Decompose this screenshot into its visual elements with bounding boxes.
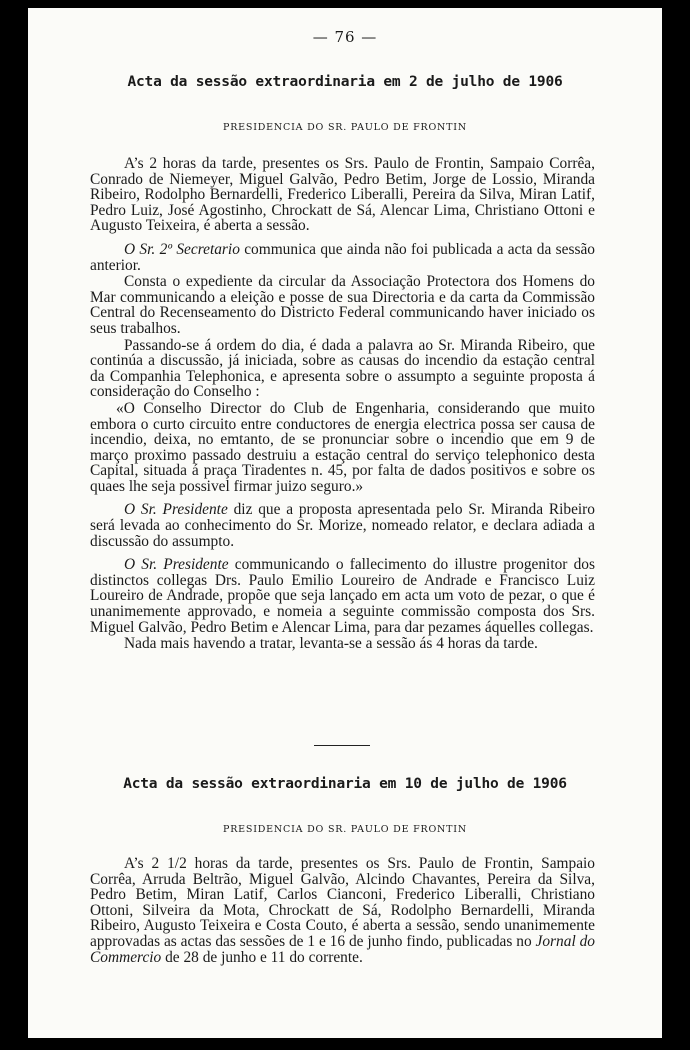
page-number: — 76 — xyxy=(312,28,378,46)
meeting-2-body xyxy=(90,856,595,973)
proposal-quote: «O Conselho Director do Club de Engenharia, considerando que muito embora o curto circuito entre conductores de energia electrica possa ser causa de incendio, deixa, no emtanto, de se pronunciar sobre o incendio que em 9 de março proximo passado destruiu a estação central do serviço telephonico desta Capital, situada á praça Tiradentes n. 45, por falta de dados positivos e sobre os quaes lhe seja possivel firmar juizo seguro.» xyxy=(90,399,595,495)
journal-name: Jornal do Commercio xyxy=(90,932,595,966)
meeting-1-body xyxy=(90,156,595,660)
correspondence-paragraph: Consta o expediente da circular da Associação Protectora dos Homens do Mar communicando a eleição e posse de sua Directoria e da carta da Commissão Central do Recenseamento do Districto Federal communicando haver iniciado os seus trabalhos. xyxy=(90,273,595,337)
meeting-1-title: Acta da sessão extraordinaria em 2 de julho de 1906 xyxy=(127,74,563,90)
attendance-paragraph: A’s 2 1/2 horas da tarde, presentes os Srs. Paulo de Frontin, Sampaio Corrêa, Arruda Beltrão, Miguel Galvão, Alcindo Chavantes, Pereira da Silva, Pedro Betim, Miran Latif, Carlos Cianconi, Frederico Liberalli, Christiano Ottoni, Silveira da Mota, Chrockatt de Sá, Rodolpho Bernardelli, Miranda Ribeiro, Augusto Teixeira e Costa Couto, é aberta a sessão, sendo unanimemente approvadas as actas das sessões de 1 e 16 de junho findo, publicadas no Jornal do Commercio de 28 de junho e 11 do corrente. xyxy=(90,855,595,966)
president-paragraph-2: O Sr. Presidente communicando o fallecimento do illustre progenitor dos distinctos collegas Drs. Paulo Emilio Loureiro de Andrade e Francisco Luiz Loureiro de Andrade, propõe que seja lançado em acta um voto de pezar, o que é unanimemente approvado, e nomeia a seguinte commissão composta dos Srs. Miguel Galvão, Pedro Betim e Alencar Lima, para dar pezames áquelles collegas. xyxy=(90,556,595,636)
closing-paragraph: Nada mais havendo a tratar, levanta-se a sessão ás 4 horas da tarde. xyxy=(124,635,538,653)
meeting-1-presidency: PRESIDENCIA DO SR. PAULO DE FRONTIN xyxy=(223,122,467,133)
speaker-name: O Sr. Presidente xyxy=(124,501,228,519)
speaker-name: O Sr. Presidente xyxy=(124,556,229,574)
secretary-paragraph: O Sr. 2º Secretario communica que ainda não foi publicada a acta da sessão anterior. xyxy=(90,240,595,274)
meeting-2-presidency: PRESIDENCIA DO SR. PAULO DE FRONTIN xyxy=(223,824,467,835)
meeting-2-title: Acta da sessão extraordinaria em 10 de julho de 1906 xyxy=(123,776,567,792)
speaker-name: O Sr. 2º Secretario xyxy=(124,240,240,258)
attendance-paragraph: A’s 2 horas da tarde, presentes os Srs. Paulo de Frontin, Sampaio Corrêa, Conrado de Niemeyer, Miguel Galvão, Pedro Betim, Jorge de Lossio, Miranda Ribeiro, Rodolpho Bernardelli, Frederico Liberalli, Pereira da Silva, Miran Latif, Pedro Luiz, José Agostinho, Chrockatt de Sá, Alencar Lima, Christiano Ottoni e Augusto Teixeira, é aberta a sessão. xyxy=(90,155,595,235)
section-divider xyxy=(314,745,370,746)
document-page xyxy=(28,8,662,1038)
order-of-day-paragraph: Passando-se á ordem do dia, é dada a palavra ao Sr. Miranda Ribeiro, que continúa a discussão, já iniciada, sobre as causas do incendio da estação central da Companhia Telephonica, e apresenta sobre o assumpto a seguinte proposta á consideração do Conselho : xyxy=(90,336,595,401)
president-paragraph-1: O Sr. Presidente diz que a proposta apresentada pelo Sr. Miranda Ribeiro será levada ao conhecimento do Sr. Morize, nomeado relator, e declara adiada a discussão do assumpto. xyxy=(90,501,595,550)
